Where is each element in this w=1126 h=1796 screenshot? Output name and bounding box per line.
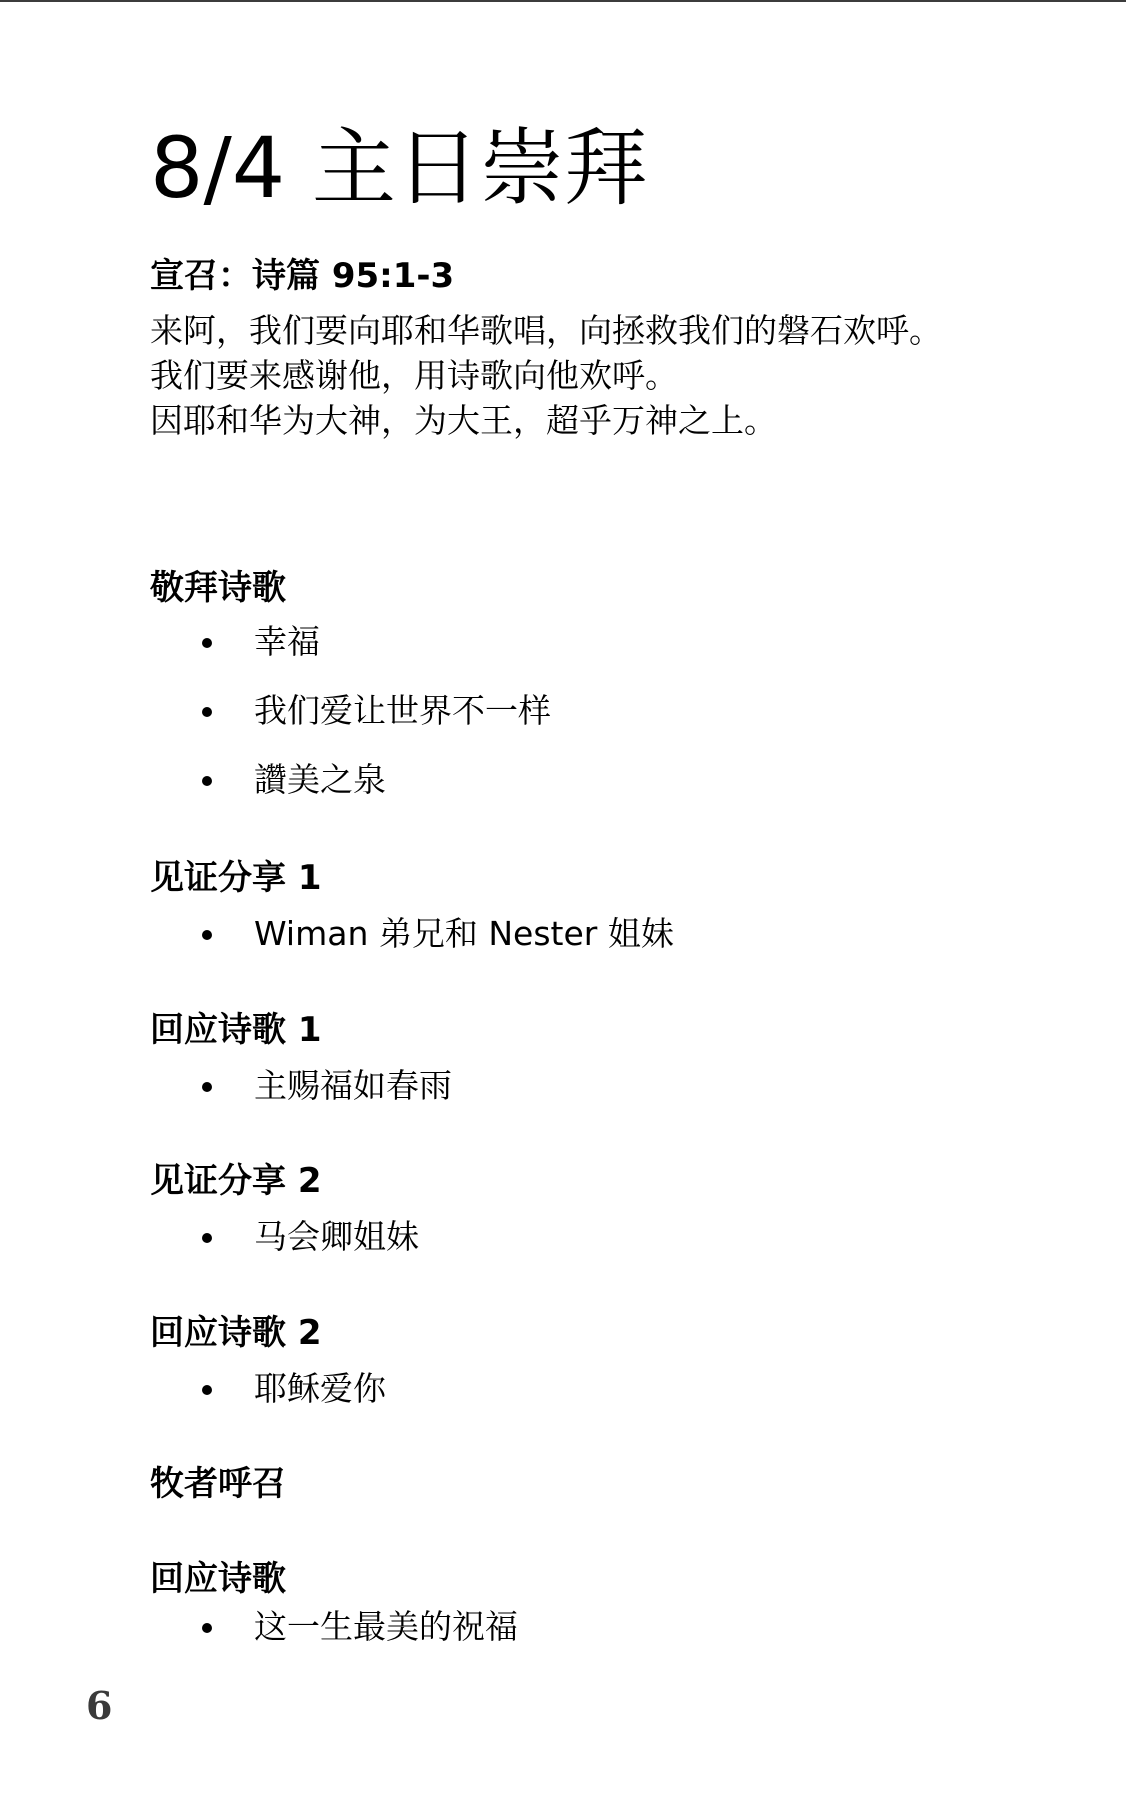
scripture-line: 因耶和华为大神，为大王，超乎万神之上。 [150, 401, 777, 440]
list-item-text: Wiman 弟兄和 Nester 姐妹 [254, 914, 674, 953]
bullet-icon [202, 707, 212, 717]
bullet-icon [202, 1385, 212, 1395]
list-item-text: 耶稣爱你 [254, 1369, 386, 1408]
section-heading: 回应诗歌 [150, 1559, 286, 1599]
list-item-text: 幸福 [254, 622, 320, 661]
page-number: 6 [86, 1683, 113, 1728]
list-item [150, 1605, 518, 1649]
bullet-icon [202, 776, 212, 786]
list-item [150, 620, 551, 664]
call-to-worship-heading: 宣召：诗篇 95:1-3 [150, 256, 455, 296]
bullet-icon [202, 930, 212, 940]
section-testimony-1 [150, 856, 674, 956]
list-item [150, 1215, 419, 1259]
list-item-text: 这一生最美的祝福 [254, 1607, 518, 1646]
bullet-icon [202, 638, 212, 648]
top-border [0, 0, 1126, 2]
section-heading: 见证分享 1 [150, 858, 322, 898]
scripture-passage [150, 308, 942, 443]
list-item [150, 1367, 386, 1411]
list-item [150, 1064, 452, 1108]
list-item-text: 主赐福如春雨 [254, 1066, 452, 1105]
list-item-text: 讚美之泉 [254, 760, 386, 799]
section-heading: 牧者呼召 [150, 1464, 286, 1504]
list-item [150, 689, 551, 733]
section-pastor-call [150, 1462, 286, 1506]
list-item-text: 我们爱让世界不一样 [254, 691, 551, 730]
bullet-icon [202, 1623, 212, 1633]
list-item [150, 912, 674, 956]
bullet-icon [202, 1082, 212, 1092]
section-heading: 敬拜诗歌 [150, 568, 286, 608]
section-response-song-2 [150, 1311, 386, 1411]
section-response-song [150, 1557, 518, 1649]
scripture-line: 来阿，我们要向耶和华歌唱，向拯救我们的磐石欢呼。 [150, 311, 942, 350]
scripture-line: 我们要来感谢他，用诗歌向他欢呼。 [150, 356, 678, 395]
bullet-icon [202, 1233, 212, 1243]
list-item [150, 758, 551, 802]
page-title: 8/4 主日崇拜 [150, 119, 648, 217]
section-heading: 回应诗歌 2 [150, 1313, 322, 1353]
section-heading: 回应诗歌 1 [150, 1010, 322, 1050]
list-item-text: 马会卿姐妹 [254, 1217, 419, 1256]
section-response-song-1 [150, 1008, 452, 1108]
section-heading: 见证分享 2 [150, 1161, 322, 1201]
section-testimony-2 [150, 1159, 419, 1259]
section-worship-songs [150, 566, 551, 802]
